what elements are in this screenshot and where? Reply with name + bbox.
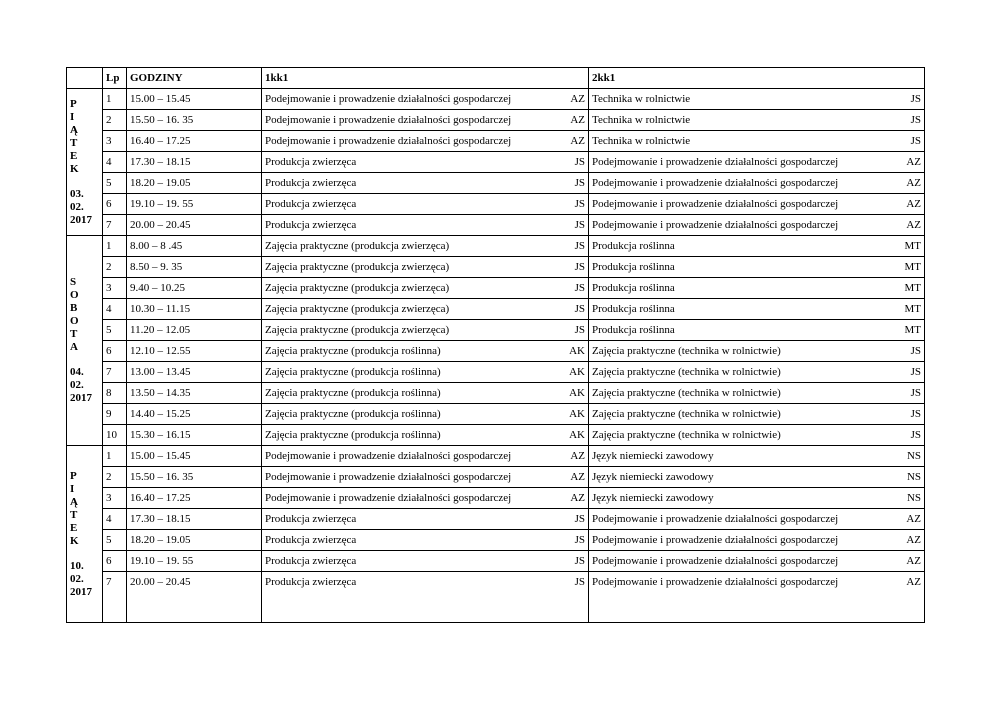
class2-cell: [589, 425, 925, 446]
lp-cell: 4: [103, 299, 127, 320]
hours-cell: 15.00 – 15.45: [127, 89, 262, 110]
class1-subject: Produkcja zwierzęca: [265, 177, 357, 189]
class2-cell: [589, 488, 925, 509]
class2-teacher: NS: [906, 450, 921, 462]
class2-cell: [589, 362, 925, 383]
lp-cell: 5: [103, 173, 127, 194]
class1-cell: [262, 173, 589, 194]
lp-cell: 2: [103, 110, 127, 131]
hours-cell: 15.30 – 16.15: [127, 425, 262, 446]
class1-subject: Produkcja zwierzęca: [265, 534, 357, 546]
table-row: [67, 488, 925, 509]
lp-cell: 6: [103, 341, 127, 362]
class2-cell: [589, 257, 925, 278]
class1-cell: [262, 425, 589, 446]
lp-cell: 7: [103, 362, 127, 383]
class1-subject: Produkcja zwierzęca: [265, 156, 357, 168]
class1-header: 1kk1: [262, 68, 589, 89]
class1-cell: [262, 299, 589, 320]
lp-cell: 7: [103, 215, 127, 236]
date-part: 03.: [70, 187, 84, 200]
class1-subject: Zajęcia praktyczne (produkcja zwierzęca): [265, 324, 450, 336]
class1-teacher: AZ: [570, 93, 585, 105]
table-row: [67, 131, 925, 152]
table-row: [67, 509, 925, 530]
date-part: 04.: [70, 366, 84, 378]
class2-subject: Produkcja roślinna: [592, 261, 675, 273]
class2-subject: Język niemiecki zawodowy: [592, 471, 714, 483]
day-cell: [67, 446, 103, 623]
day-letter: E: [70, 521, 78, 534]
class2-subject: Produkcja roślinna: [592, 282, 675, 294]
hours-cell: 17.30 – 18.15: [127, 509, 262, 530]
class2-subject: Zajęcia praktyczne (technika w rolnictwie): [592, 387, 781, 399]
class1-teacher: AK: [569, 408, 585, 420]
hours-cell: 17.30 – 18.15: [127, 152, 262, 173]
class1-subject: Podejmowanie i prowadzenie działalności gospodarczej: [265, 135, 512, 147]
class1-cell: [262, 278, 589, 299]
class2-cell: [589, 320, 925, 341]
class2-teacher: AZ: [906, 219, 921, 231]
class1-teacher: JS: [574, 177, 585, 189]
class1-subject: Zajęcia praktyczne (produkcja roślinna): [265, 408, 441, 420]
class2-teacher: AZ: [906, 177, 921, 189]
class2-teacher: MT: [904, 261, 921, 273]
hours-cell: 12.10 – 12.55: [127, 341, 262, 362]
class2-subject: Technika w rolnictwie: [592, 114, 691, 126]
day-date: [70, 366, 99, 405]
table-row: [67, 152, 925, 173]
table-row: [67, 89, 925, 110]
table-row: [67, 278, 925, 299]
day-cell: [67, 236, 103, 446]
hours-cell: 10.30 – 11.15: [127, 299, 262, 320]
class1-teacher: AZ: [570, 450, 585, 462]
day-letter: B: [70, 302, 78, 314]
class1-teacher: JS: [574, 219, 585, 231]
class1-cell: [262, 152, 589, 173]
table-row: [67, 341, 925, 362]
lp-cell: 4: [103, 509, 127, 530]
day-letter: P: [70, 97, 77, 110]
table-row: [67, 383, 925, 404]
hours-cell: 20.00 – 20.45: [127, 215, 262, 236]
lp-cell: 4: [103, 152, 127, 173]
class1-cell: [262, 110, 589, 131]
class1-subject: Zajęcia praktyczne (produkcja roślinna): [265, 429, 441, 441]
class1-cell: [262, 509, 589, 530]
class2-cell: [589, 215, 925, 236]
class1-subject: Zajęcia praktyczne (produkcja zwierzęca): [265, 240, 450, 252]
class2-cell: [589, 173, 925, 194]
class2-teacher: JS: [910, 387, 921, 399]
class1-cell: [262, 320, 589, 341]
day-cell: [67, 89, 103, 236]
class2-subject: Produkcja roślinna: [592, 303, 675, 315]
lp-cell: 6: [103, 551, 127, 572]
lp-cell: 6: [103, 194, 127, 215]
class2-cell: [589, 383, 925, 404]
hours-cell: 8.00 – 8 .45: [127, 236, 262, 257]
date-part: 10.: [70, 559, 84, 572]
class1-teacher: AZ: [570, 471, 585, 483]
table-row: [67, 446, 925, 467]
hours-cell: 13.00 – 13.45: [127, 362, 262, 383]
class2-teacher: JS: [910, 114, 921, 126]
table-row: [67, 236, 925, 257]
class1-subject: Zajęcia praktyczne (produkcja zwierzęca): [265, 282, 450, 294]
lp-cell: 2: [103, 467, 127, 488]
class2-cell: [589, 110, 925, 131]
date-part: 2017: [70, 392, 92, 404]
class1-subject: Podejmowanie i prowadzenie działalności gospodarczej: [265, 114, 512, 126]
class1-teacher: AZ: [570, 135, 585, 147]
class2-teacher: JS: [910, 93, 921, 105]
class2-teacher: AZ: [906, 198, 921, 210]
class1-teacher: JS: [574, 240, 585, 252]
day-date: [70, 188, 99, 227]
class1-subject: Podejmowanie i prowadzenie działalności gospodarczej: [265, 492, 512, 504]
class2-cell: [589, 89, 925, 110]
class2-teacher: JS: [910, 135, 921, 147]
class2-subject: Technika w rolnictwie: [592, 135, 691, 147]
table-row: [67, 110, 925, 131]
class2-subject: Podejmowanie i prowadzenie działalności gospodarczej: [592, 576, 839, 588]
date-part: 2017: [70, 585, 92, 598]
table-row: [67, 299, 925, 320]
class2-teacher: MT: [904, 324, 921, 336]
class1-teacher: JS: [574, 555, 585, 567]
table-row: [67, 320, 925, 341]
hours-header: GODZINY: [127, 68, 262, 89]
lp-cell: 2: [103, 257, 127, 278]
class1-cell: [262, 572, 589, 623]
class2-teacher: MT: [904, 303, 921, 315]
class2-teacher: AZ: [906, 534, 921, 546]
hours-cell: 20.00 – 20.45: [127, 572, 262, 623]
class2-teacher: JS: [910, 429, 921, 441]
class1-cell: [262, 131, 589, 152]
class2-subject: Podejmowanie i prowadzenie działalności gospodarczej: [592, 534, 839, 546]
class1-subject: Podejmowanie i prowadzenie działalności gospodarczej: [265, 471, 512, 483]
class2-subject: Język niemiecki zawodowy: [592, 450, 714, 462]
hours-cell: 19.10 – 19. 55: [127, 551, 262, 572]
class1-subject: Produkcja zwierzęca: [265, 576, 357, 588]
hours-cell: 11.20 – 12.05: [127, 320, 262, 341]
class1-teacher: AK: [569, 345, 585, 357]
class2-teacher: MT: [904, 240, 921, 252]
class2-subject: Zajęcia praktyczne (technika w rolnictwie): [592, 345, 781, 357]
class1-subject: Zajęcia praktyczne (produkcja zwierzęca): [265, 261, 450, 273]
class1-cell: [262, 383, 589, 404]
class2-cell: [589, 152, 925, 173]
table-row: [67, 194, 925, 215]
lp-cell: 8: [103, 383, 127, 404]
class2-subject: Podejmowanie i prowadzenie działalności gospodarczej: [592, 513, 839, 525]
class1-cell: [262, 551, 589, 572]
hours-cell: 9.40 – 10.25: [127, 278, 262, 299]
hours-cell: 18.20 – 19.05: [127, 530, 262, 551]
day-letter: E: [70, 149, 78, 162]
class1-subject: Podejmowanie i prowadzenie działalności gospodarczej: [265, 450, 512, 462]
class1-cell: [262, 89, 589, 110]
class2-cell: [589, 236, 925, 257]
class2-subject: Podejmowanie i prowadzenie działalności gospodarczej: [592, 198, 839, 210]
day-letter: K: [70, 162, 79, 175]
class1-subject: Produkcja zwierzęca: [265, 219, 357, 231]
day-letter: I: [70, 482, 75, 495]
day-letter: Ą: [70, 495, 78, 508]
class1-teacher: JS: [574, 282, 585, 294]
class2-cell: [589, 404, 925, 425]
header-row: [67, 68, 925, 89]
lp-cell: 3: [103, 488, 127, 509]
class1-teacher: AK: [569, 429, 585, 441]
class1-teacher: JS: [574, 513, 585, 525]
class1-cell: [262, 446, 589, 467]
class1-subject: Produkcja zwierzęca: [265, 513, 357, 525]
table-row: [67, 530, 925, 551]
class1-teacher: JS: [574, 261, 585, 273]
day-letter: P: [70, 469, 77, 482]
class1-cell: [262, 194, 589, 215]
day-header-cell: [67, 68, 103, 89]
hours-cell: 16.40 – 17.25: [127, 488, 262, 509]
class1-subject: Zajęcia praktyczne (produkcja zwierzęca): [265, 303, 450, 315]
class1-teacher: JS: [574, 303, 585, 315]
class1-teacher: AZ: [570, 492, 585, 504]
day-letter: K: [70, 534, 79, 547]
class1-subject: Produkcja zwierzęca: [265, 555, 357, 567]
day-letter: O: [70, 315, 79, 327]
hours-cell: 19.10 – 19. 55: [127, 194, 262, 215]
hours-cell: 18.20 – 19.05: [127, 173, 262, 194]
day-letter: T: [70, 136, 78, 149]
class2-cell: [589, 131, 925, 152]
class2-subject: Produkcja roślinna: [592, 324, 675, 336]
class2-cell: [589, 572, 925, 623]
class1-cell: [262, 362, 589, 383]
class2-teacher: JS: [910, 366, 921, 378]
hours-cell: 16.40 – 17.25: [127, 131, 262, 152]
class2-teacher: AZ: [906, 156, 921, 168]
class2-teacher: AZ: [906, 555, 921, 567]
table-row: [67, 404, 925, 425]
lp-cell: 10: [103, 425, 127, 446]
class1-cell: [262, 404, 589, 425]
class1-subject: Produkcja zwierzęca: [265, 198, 357, 210]
class1-teacher: AZ: [570, 114, 585, 126]
lp-cell: 5: [103, 320, 127, 341]
class2-teacher: AZ: [906, 513, 921, 525]
class1-cell: [262, 236, 589, 257]
class2-cell: [589, 551, 925, 572]
class2-teacher: AZ: [906, 576, 921, 588]
class1-cell: [262, 257, 589, 278]
hours-cell: 15.50 – 16. 35: [127, 467, 262, 488]
class2-cell: [589, 278, 925, 299]
class2-subject: Podejmowanie i prowadzenie działalności gospodarczej: [592, 219, 839, 231]
class2-teacher: JS: [910, 408, 921, 420]
class2-cell: [589, 194, 925, 215]
table-row: [67, 362, 925, 383]
lp-cell: 7: [103, 572, 127, 623]
hours-cell: 8.50 – 9. 35: [127, 257, 262, 278]
table-row: [67, 467, 925, 488]
hours-cell: 14.40 – 15.25: [127, 404, 262, 425]
lp-cell: 5: [103, 530, 127, 551]
day-date: [70, 560, 99, 599]
class2-teacher: NS: [906, 471, 921, 483]
class2-subject: Technika w rolnictwie: [592, 93, 691, 105]
class2-subject: Podejmowanie i prowadzenie działalności gospodarczej: [592, 177, 839, 189]
class2-cell: [589, 446, 925, 467]
lp-header: Lp: [103, 68, 127, 89]
day-letter: I: [70, 110, 75, 123]
class2-cell: [589, 509, 925, 530]
class1-teacher: JS: [574, 576, 585, 588]
table-row: [67, 173, 925, 194]
class1-cell: [262, 341, 589, 362]
table-row: [67, 215, 925, 236]
hours-cell: 13.50 – 14.35: [127, 383, 262, 404]
table-row: [67, 572, 925, 623]
lp-cell: 1: [103, 446, 127, 467]
day-letter: T: [70, 508, 78, 521]
lp-cell: 9: [103, 404, 127, 425]
day-letter: A: [70, 341, 78, 353]
class2-cell: [589, 299, 925, 320]
class2-teacher: JS: [910, 345, 921, 357]
table-row: [67, 257, 925, 278]
class1-subject: Zajęcia praktyczne (produkcja roślinna): [265, 366, 441, 378]
class1-teacher: AK: [569, 387, 585, 399]
day-letter: Ą: [70, 123, 78, 136]
date-part: 02.: [70, 200, 84, 213]
class2-subject: Zajęcia praktyczne (technika w rolnictwie): [592, 429, 781, 441]
class1-cell: [262, 467, 589, 488]
class2-cell: [589, 467, 925, 488]
day-letter: T: [70, 328, 78, 340]
class1-teacher: AK: [569, 366, 585, 378]
class2-subject: Język niemiecki zawodowy: [592, 492, 714, 504]
lp-cell: 1: [103, 236, 127, 257]
class1-subject: Zajęcia praktyczne (produkcja roślinna): [265, 387, 441, 399]
table-row: [67, 551, 925, 572]
class2-subject: Zajęcia praktyczne (technika w rolnictwie): [592, 408, 781, 420]
hours-cell: 15.00 – 15.45: [127, 446, 262, 467]
class1-cell: [262, 530, 589, 551]
class1-subject: Zajęcia praktyczne (produkcja roślinna): [265, 345, 441, 357]
class1-cell: [262, 488, 589, 509]
schedule-table: [66, 67, 925, 623]
date-part: 2017: [70, 213, 92, 226]
day-letter: O: [70, 289, 79, 301]
class1-teacher: JS: [574, 198, 585, 210]
class2-cell: [589, 530, 925, 551]
lp-cell: 3: [103, 278, 127, 299]
class1-cell: [262, 215, 589, 236]
class1-subject: Podejmowanie i prowadzenie działalności gospodarczej: [265, 93, 512, 105]
date-part: 02.: [70, 379, 84, 391]
class2-subject: Podejmowanie i prowadzenie działalności gospodarczej: [592, 555, 839, 567]
lp-cell: 3: [103, 131, 127, 152]
class2-teacher: MT: [904, 282, 921, 294]
class2-header: 2kk1: [589, 68, 925, 89]
class1-teacher: JS: [574, 324, 585, 336]
date-part: 02.: [70, 572, 84, 585]
lp-cell: 1: [103, 89, 127, 110]
class2-subject: Zajęcia praktyczne (technika w rolnictwie): [592, 366, 781, 378]
class2-subject: Podejmowanie i prowadzenie działalności gospodarczej: [592, 156, 839, 168]
hours-cell: 15.50 – 16. 35: [127, 110, 262, 131]
class1-teacher: JS: [574, 534, 585, 546]
class1-teacher: JS: [574, 156, 585, 168]
class2-teacher: NS: [906, 492, 921, 504]
class2-cell: [589, 341, 925, 362]
day-letter: S: [70, 276, 77, 288]
table-row: [67, 425, 925, 446]
class2-subject: Produkcja roślinna: [592, 240, 675, 252]
schedule-body: [67, 89, 925, 623]
